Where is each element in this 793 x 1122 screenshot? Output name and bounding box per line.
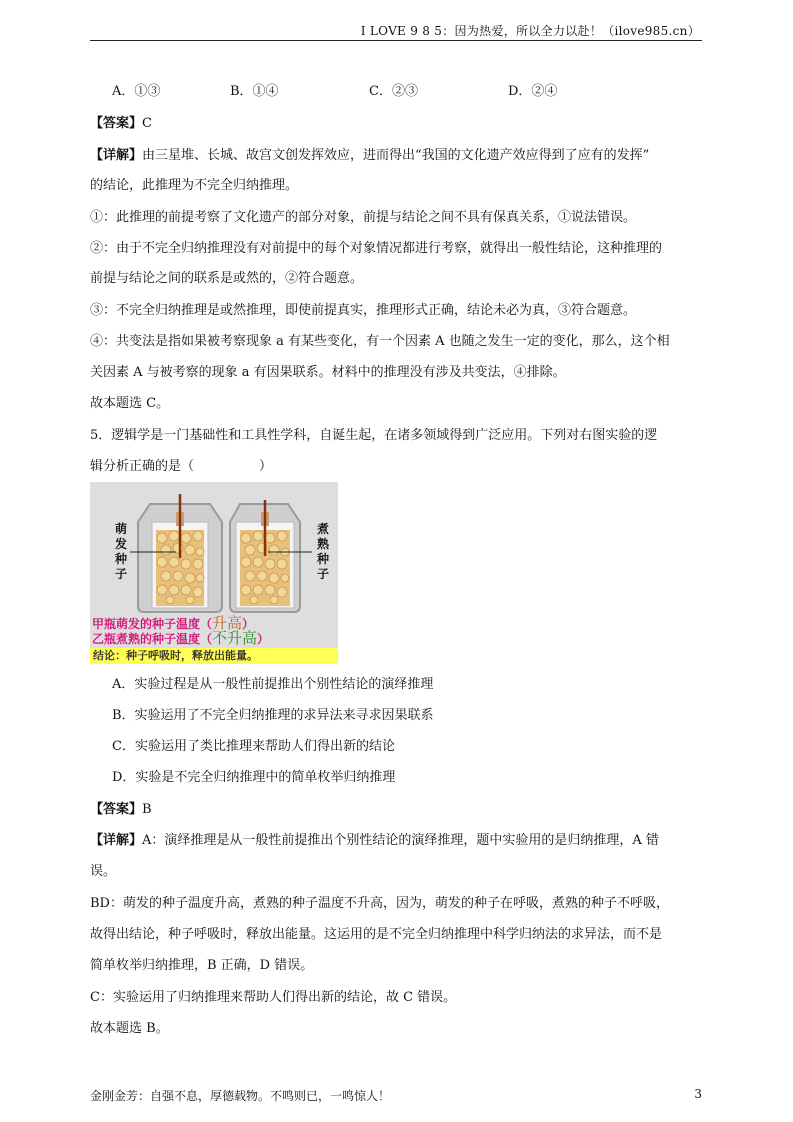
page-header [90, 20, 702, 41]
page-number: 3 [694, 1087, 702, 1101]
q5-option-a: A．实验过程是从一般性前提推出个别性结论的演绎推理 [112, 677, 434, 692]
q4-detail-line-8: 关因素 A 与被考察的现象 a 有因果联系。材料中的推理没有涉及共变法，④排除。 [90, 365, 566, 380]
boiled-seeds-label: 煮熟种子 [316, 522, 329, 581]
q5-detail-line-1 [90, 831, 659, 851]
q5-stem-line-1: 5．逻辑学是一门基础性和工具性学科，自诞生起，在诸多领域得到广泛应用。下列对右图实验的逻 [90, 428, 658, 443]
q4-detail-line-1 [90, 146, 649, 166]
q5-option-d: D．实验是不完全归纳推理中的简单枚举归纳推理 [112, 770, 396, 785]
q4-option-a: A．①③ [112, 84, 161, 99]
q5-option-c: C．实验运用了类比推理来帮助人们得出新的结论 [112, 739, 395, 754]
q4-detail-line-9: 故本题选 C。 [90, 396, 170, 411]
q5-detail-line-4: 故得出结论，种子呼吸时，释放出能量。这运用的是不完全归纳推理中科学归纳法的求异法，而不是 [90, 927, 663, 942]
bottle-b-caption-close: ） [257, 632, 270, 646]
q5-stem-line-2: 辑分析正确的是（ ） [90, 459, 273, 474]
q4-detail-line-3: ①：此推理的前提考察了文化遗产的部分对象，前提与结论之间不具有保真关系，①说法错误。 [90, 210, 637, 225]
q5-detail-line-5: 简单枚举归纳推理，B 正确，D 错误。 [90, 958, 314, 973]
detail-text: A：演绎推理是从一般性前提推出个别性结论的演绎推理，题中实验用的是归纳推理，A 错 [142, 833, 659, 848]
q4-answer-line [90, 114, 152, 134]
q4-detail-line-6: ③：不完全归纳推理是或然推理，即使前提真实，推理形式正确，结论未必为真，③符合题意。 [90, 303, 637, 318]
detail-text: 由三星堆、长城、故宫文创发挥效应，进而得出“我国的文化遗产效应得到了应有的发挥” [142, 148, 650, 163]
q4-detail-line-5: 前提与结论之间的联系是或然的，②符合题意。 [90, 271, 364, 286]
q5-detail-line-7: 故本题选 B。 [90, 1021, 169, 1036]
q4-detail-line-7: ④：共变法是指如果被考察现象 a 有某些变化，有一个因素 A 也随之发生一定的变化，那么，这个相 [90, 334, 670, 349]
q5-detail-line-2: 误。 [90, 864, 117, 879]
q4-option-b: B．①④ [230, 84, 279, 99]
figure-conclusion: 结论：种子呼吸时，释放出能量。 [90, 648, 338, 664]
bottle-a-caption-close: ） [242, 617, 255, 631]
q4-option-d: D．②④ [508, 84, 558, 99]
answer-value: B [142, 802, 152, 817]
detail-tag: 【详解】 [90, 148, 143, 163]
q4-option-c: C．②③ [369, 84, 418, 99]
q5-option-b: B．实验运用了不完全归纳推理的求异法来寻求因果联系 [112, 708, 434, 723]
q4-detail-line-2: 的结论，此推理为不完全归纳推理。 [90, 178, 299, 193]
answer-tag: 【答案】 [90, 802, 143, 817]
bottle-b-caption-text: 乙瓶煮熟的种子温度（ [92, 632, 213, 646]
header-text: I LOVE 9 8 5：因为热爱，所以全力以赴！（ilove985.cn） [360, 24, 700, 38]
left-bottle [130, 494, 222, 612]
bottle-a-result: 升高 [212, 614, 243, 632]
detail-tag: 【详解】 [90, 833, 143, 848]
q5-answer-line [90, 800, 152, 820]
answer-tag: 【答案】 [90, 116, 143, 131]
footer-motto: 金刚金芳：自强不息，厚德载物。不鸣则已，一鸣惊人！ [90, 1089, 391, 1103]
q5-detail-line-6: C：实验运用了归纳推理来帮助人们得出新的结论，故 C 错误。 [90, 990, 457, 1005]
q4-detail-line-4: ②：由于不完全归纳推理没有对前提中的每个对象情况都进行考察，就得出一般性结论，这种推理的 [90, 241, 663, 256]
bottle-a-caption-text: 甲瓶萌发的种子温度（ [92, 617, 213, 631]
experiment-figure [90, 482, 338, 664]
bottle-b-caption [92, 627, 269, 648]
bottle-b-result: 不升高 [212, 629, 258, 647]
germinating-seeds-label: 萌发种子 [114, 522, 127, 581]
answer-value: C [142, 116, 152, 131]
q5-detail-line-3: BD：萌发的种子温度升高，煮熟的种子温度不升高，因为，萌发的种子在呼吸，煮熟的种子不呼吸， [90, 896, 669, 911]
